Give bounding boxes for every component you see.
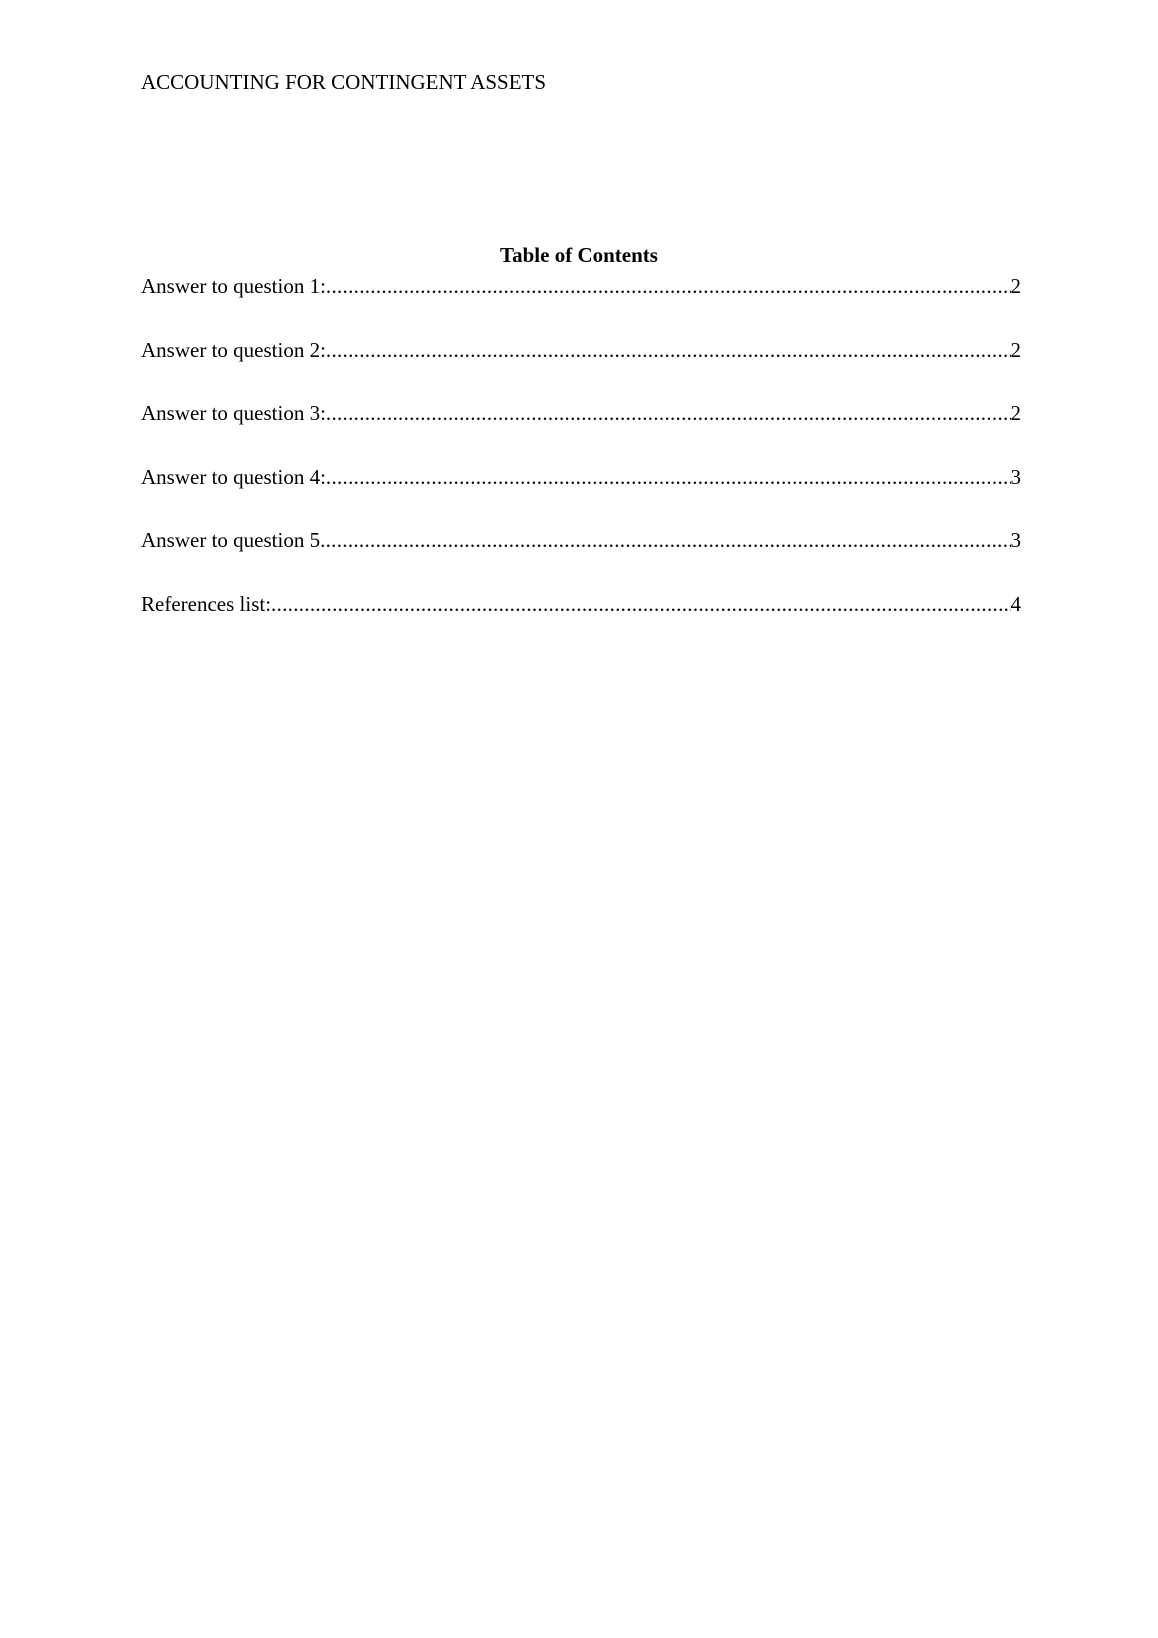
dot-leader — [326, 401, 1011, 425]
toc-entry-page: 3 — [1010, 464, 1021, 489]
toc-entry-label: Answer to question 3: — [141, 401, 326, 425]
toc-entry-label: Answer to question 1: — [141, 274, 326, 298]
toc-entry-page: 2 — [1010, 401, 1021, 425]
running-header: ACCOUNTING FOR CONTINGENT ASSETS — [141, 70, 547, 94]
toc-entry-page: 3 — [1010, 528, 1021, 552]
toc-title: Table of Contents — [500, 243, 658, 267]
toc-entry-question-3[interactable] — [141, 401, 1021, 425]
toc-entry-page: 2 — [1010, 274, 1021, 298]
dot-leader — [271, 592, 1010, 616]
toc-entry-question-4[interactable] — [141, 465, 1021, 489]
table-of-contents — [141, 274, 1021, 655]
toc-entry-label: Answer to question 2: — [141, 337, 326, 362]
toc-entry-label: References list: — [141, 591, 272, 616]
toc-entry-page: 4 — [1010, 591, 1021, 616]
dot-leader — [326, 338, 1011, 362]
toc-entry-page: 2 — [1010, 337, 1021, 362]
toc-entry-label: Answer to question 4: — [141, 464, 326, 489]
toc-entry-references[interactable] — [141, 592, 1021, 616]
toc-entry-question-1[interactable] — [141, 274, 1021, 298]
toc-entry-question-2[interactable] — [141, 338, 1021, 362]
dot-leader — [326, 465, 1011, 489]
toc-entry-label: Answer to question 5 — [141, 528, 321, 552]
toc-entry-question-5[interactable] — [141, 528, 1021, 552]
dot-leader — [320, 528, 1010, 552]
dot-leader — [326, 274, 1011, 298]
